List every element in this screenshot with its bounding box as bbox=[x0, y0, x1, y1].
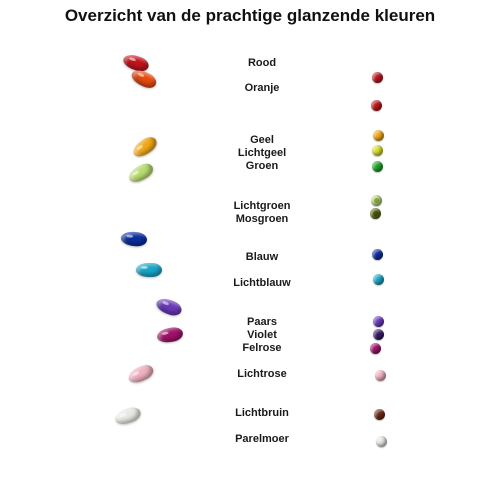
round-bead-lichtrose bbox=[375, 370, 386, 381]
color-label-groen: Groen bbox=[245, 160, 279, 172]
color-label-oranje: Oranje bbox=[244, 82, 280, 94]
round-bead-groen bbox=[372, 161, 383, 172]
drop-bead-geel bbox=[130, 134, 159, 160]
round-bead-lichtbruin bbox=[374, 409, 385, 420]
color-label-blauw: Blauw bbox=[245, 251, 279, 263]
color-label-parelmoer: Parelmoer bbox=[235, 433, 289, 445]
color-label-violet: Violet bbox=[247, 329, 277, 341]
round-bead-felrose bbox=[370, 343, 381, 354]
drop-bead-felrose bbox=[156, 326, 184, 344]
round-bead-parelmoer bbox=[376, 436, 387, 447]
round-bead-lichtblauw bbox=[373, 274, 384, 285]
color-label-mosgroen: Mosgroen bbox=[235, 213, 289, 225]
drop-bead-paars bbox=[154, 296, 183, 318]
round-bead-rood bbox=[372, 72, 383, 83]
round-bead-mosgroen bbox=[370, 208, 381, 219]
color-label-felrose: Felrose bbox=[242, 342, 282, 354]
round-bead-violet bbox=[373, 329, 384, 340]
drop-bead-lichtgroen bbox=[126, 160, 156, 185]
drop-bead-parelmoer bbox=[113, 405, 142, 427]
round-bead-oranje bbox=[371, 100, 382, 111]
drop-bead-lichtrose bbox=[126, 362, 155, 386]
page-title: Overzicht van de prachtige glanzende kleuren bbox=[64, 6, 436, 25]
color-label-lichtbruin: Lichtbruin bbox=[235, 407, 289, 419]
round-bead-lichtgeel bbox=[372, 145, 383, 156]
round-bead-lichtgroen bbox=[371, 195, 382, 206]
drop-bead-oranje bbox=[129, 67, 158, 91]
round-bead-paars bbox=[373, 316, 384, 327]
color-label-lichtgeel: Lichtgeel bbox=[237, 147, 287, 159]
color-label-paars: Paars bbox=[247, 316, 277, 328]
color-label-lichtblauw: Lichtblauw bbox=[233, 277, 291, 289]
color-label-lichtrose: Lichtrose bbox=[237, 368, 287, 380]
color-label-geel: Geel bbox=[250, 134, 274, 146]
color-label-rood: Rood bbox=[247, 57, 277, 69]
color-label-lichtgroen: Lichtgroen bbox=[233, 200, 291, 212]
drop-bead-blauw bbox=[120, 231, 147, 247]
round-bead-geel bbox=[373, 130, 384, 141]
round-bead-blauw bbox=[372, 249, 383, 260]
drop-bead-lichtblauw bbox=[136, 263, 162, 277]
